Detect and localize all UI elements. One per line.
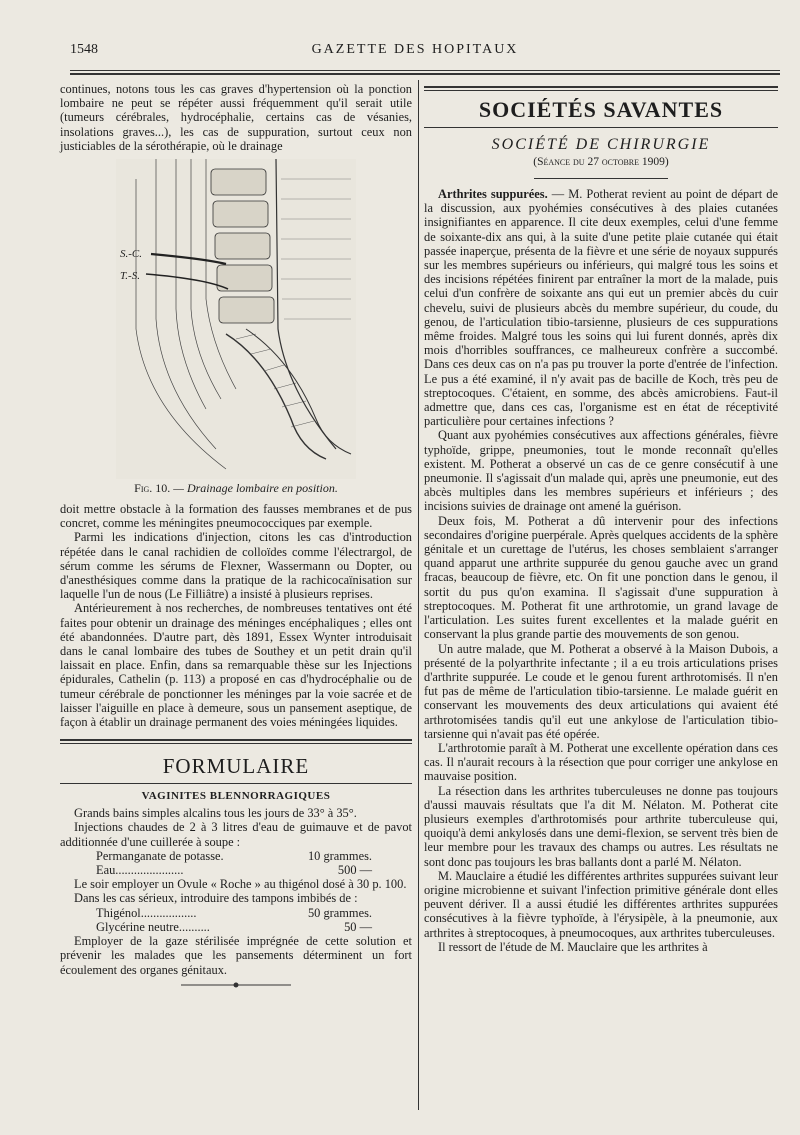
section-title-rule: [424, 127, 778, 128]
figure-label-a: S.-C.: [120, 248, 142, 261]
figure-caption-label: Fig. 10.: [134, 481, 171, 496]
prescription-line-2: [60, 863, 412, 877]
prescription-line-1: [60, 849, 412, 863]
subsection-title: SOCIÉTÉ DE CHIRURGIE: [491, 136, 711, 153]
rx-item-qty: 50 grammes.: [307, 905, 372, 920]
figure-caption: [60, 481, 412, 496]
anatomical-figure: [116, 159, 356, 479]
column-divider: [418, 80, 419, 1110]
paragraph-obstacle: doit mettre obstacle à la formation des fausses membranes et de pus concret, comme les méningites pneumococciques par exemple.: [60, 502, 412, 531]
intro-paragraph: continues, notons tous les cas graves d'hypertension où la ponction lombaire ne peut se répéter aussi fréquemment qu'il serait utile (tumeurs cérébrales, hydrocéphalie, certains cas de vésanies, insolations graves...), les cas de suppuration, surtout ceux non justiciables de la sérothérapie, où le drainage: [60, 82, 412, 153]
formula-line-1: Grands bains simples alcalins tous les jours de 33° à 35°.: [74, 806, 357, 821]
end-ornament: [60, 981, 412, 992]
rx-item-qty: 10 grammes.: [307, 848, 372, 863]
paragraph-arthrotomie: L'arthrotomie paraît à M. Potherat une excellente opération dans ces cas. Il n'aurait recours à la résection que pour corriger une ankylose en mauvaise position.: [424, 740, 778, 784]
prescription-line-3: [60, 906, 412, 920]
rx-item-name: Glycérine neutre..........: [96, 919, 210, 934]
formulaire-title: FORMULAIRE: [162, 754, 310, 779]
right-column: [424, 82, 778, 954]
rx-item-qty: 500 —: [337, 863, 372, 878]
paragraph-pyohemies: Quant aux pyohémies consécutives aux affections générales, fièvre typhoïde, grippe, pneumonies, tout le monde reconnaît qu'elles existent. M. Potherat a observé un cas de ce genre consécutif à une pneumonie. Il s'agissait d'un malade qui, après une pneumonie, eut des abcès multiples dans les membres supérieurs et inférieurs ; des incisions suivies de drainage ont amené la guérison.: [424, 428, 778, 514]
formula-line-4: Dans les cas sérieux, introduire des tampons imbibés de :: [74, 891, 358, 906]
lumbar-drainage-illustration: [116, 159, 356, 479]
figure-label-b: T.-S.: [120, 270, 140, 283]
seance-date: (Séance du 27 octobre 1909): [533, 156, 669, 168]
rx-item-name: Thigénol..................: [96, 905, 197, 920]
paragraph-autre-malade: Un autre malade, que M. Potherat a observé à la Maison Dubois, a présenté de la polyarthrite infectante ; il a eu trois articulations prises d'arthrite suppurée. Le coude et le genou furent arthrotomisés. Il n'en fut pas de même de l'articulation tibio-tarsienne. Le malade guérit en conservant les mouvements des deux articulations qui avaient été arthrotomisées tandis qu'il eut une ankylose de l'articulation tibio-tarsienne qui n'avait pas été opérée.: [424, 641, 778, 741]
section-title: SOCIÉTÉS SAVANTES: [478, 97, 724, 122]
paragraph-ressort: Il ressort de l'étude de M. Mauclaire que les arthrites à: [438, 939, 708, 954]
page-number: 1548: [70, 42, 98, 57]
section-rule: [60, 739, 412, 744]
paragraph-body: — M. Potherat revient au point de départ de la discussion, aux pyohémies consécutives à des plaies cutanées insignifiantes en apparence. Il cite deux exemples, celui d'une femme de soixante-dix ans qui, à la suite d'une petite plaie cutanée qui était passée inaperçue, présenta de la fièvre et une série de noyaux suppurés sur les membres supérieurs ou inférieurs, qui malgré tous les soins et des incisions répétées finirent par entraîner la mort de la malade, puis celui d'un confrère de soixante ans qui eut un premier abcès du cuir chevelu, suivi de plusieurs abcès du membre supérieur, du coude, du genou, de l'articulation tibio-tarsienne, plusieurs de ces suppurations même froides. Malgré tous les soins qui lui furent donnés, après dix mois d'horribles souffrances, ce malheureux confrère a succombé. Dans ces deux cas on n'a pas pu trouver la porte d'entrée de l'infection. Le pus a été examiné, il n'y avait pas de bacille de Koch, très peu de streptocoques. C'étaient, en somme, des abcès amicrobiens. Faut-il admettre que, dans ces cas, l'organisme est en état de réceptivité particulière pour certaines infections ?: [424, 187, 779, 429]
header-rule-thick: [70, 73, 780, 75]
journal-title: GAZETTE DES HOPITAUX: [311, 42, 519, 57]
paragraph-mauclaire: M. Mauclaire a étudié les différentes arthrites suppurées suivant leur origine microbienne et suivant l'infection primitive générale dont elles peuvent dériver. Il a aussi étudié les différentes arthrites suppurées consécutives à la fièvre typhoïde, à l'érysipèle, à la pneumonie, aux arthrites à streptocoques, à pneumocoques, aux arthrites tuberculeuses.: [424, 868, 778, 940]
rx-item-name: Eau......................: [96, 863, 184, 878]
page-header: [60, 40, 770, 62]
prescription-line-4: [60, 920, 412, 934]
paragraph-indications: Parmi les indications d'injection, citons les cas d'introduction répétée dans le canal rachidien de colloïdes comme l'électrargol, de sérum comme les sérums de Flexner, Wassermann ou Dopter, ou d'anesthésiques comme dans la pratique de la rachicocaïnisation sur laquelle l'un de nous (Le Filliâtre) a insisté à plusieurs reprises.: [60, 530, 412, 602]
paragraph-heading: Arthrites suppurées.: [438, 187, 548, 201]
paragraph-arthrites: [424, 187, 778, 428]
paragraph-deux-fois: Deux fois, M. Potherat a dû intervenir pour des infections secondaires d'origine puerpérale. Après quelques accidents de la sphère génitale et un curettage de l'utérus, les choses semblaient s'arranger quand apparut une arthrite suppurée du genou gauche avec un grand fracas, beaucoup de fièvre, etc. On fit une ponction dans le genou, il sortit du pus qu'on examina. Il s'agissait d'une suppuration à streptocoques. M. Potherat fit une arthrotomie, un grand lavage de l'articulation. Les suites furent excellentes et la malade guérit en conservant la plus grande partie des mouvements de son genou.: [424, 513, 778, 642]
rx-item-qty: 50 —: [344, 919, 372, 934]
rx-item-name: Permanganate de potasse.: [96, 848, 224, 863]
header-rule: [70, 70, 780, 71]
section-rule-top: [424, 86, 778, 91]
formula-line-3: Le soir employer un Ovule « Roche » au thigénol dosé à 30 p. 100.: [74, 877, 407, 892]
left-column: [60, 82, 412, 992]
formulaire-subtitle: VAGINITES BLENNORRAGIQUES: [141, 790, 331, 803]
formulaire-rule: [60, 783, 412, 784]
paragraph-anterieurement: Antérieurement à nos recherches, de nombreuses tentatives ont été faites pour obtenir un drainage des méninges encéphaliques ; elles ont été abandonnées. D'autre part, dès 1891, Essex Wynter introduisait dans le canal lombaire des tubes de Southey et un petit drain qu'il laissait en place. Enfin, dans sa remarquable thèse sur les Injections épidurales, Cathelin (p. 113) a proposé en cas d'hydrocéphalie ou de tumeur cérébrale de ponctionner les méninges par la voie sacrée et de laisser l'aiguille en place à demeure, sous un pansement aseptique, de façon à établir un drainage permanent des voies méningées liquides.: [60, 601, 412, 730]
formula-line-5: Employer de la gaze stérilisée imprégnée de cette solution et prévenir les malades que les pansements déterminent un fort écoulement des organes génitaux.: [60, 934, 412, 977]
formula-line-2: Injections chaudes de 2 à 3 litres d'eau de guimauve et de pavot additionnée d'une cuillerée à soupe :: [60, 820, 412, 849]
figure-caption-text: — Drainage lombaire en position.: [170, 481, 338, 496]
paragraph-resection: La résection dans les arthrites tuberculeuses ne donne pas toujours d'aussi mauvais résultats que l'a dit M. Nélaton. M. Potherat cite plusieurs exemples d'arthrotomisés pour arthrite tuberculeuse qui, quoiqu'à demi ankylosés dans une demi-flexion, se servent très bien de leur membre pour les travaux des champs ou autres. Les résultats ne sont donc pas toujours les bras ballants dont a parlé M. Nélaton.: [424, 783, 778, 869]
seance-rule: [534, 178, 668, 179]
